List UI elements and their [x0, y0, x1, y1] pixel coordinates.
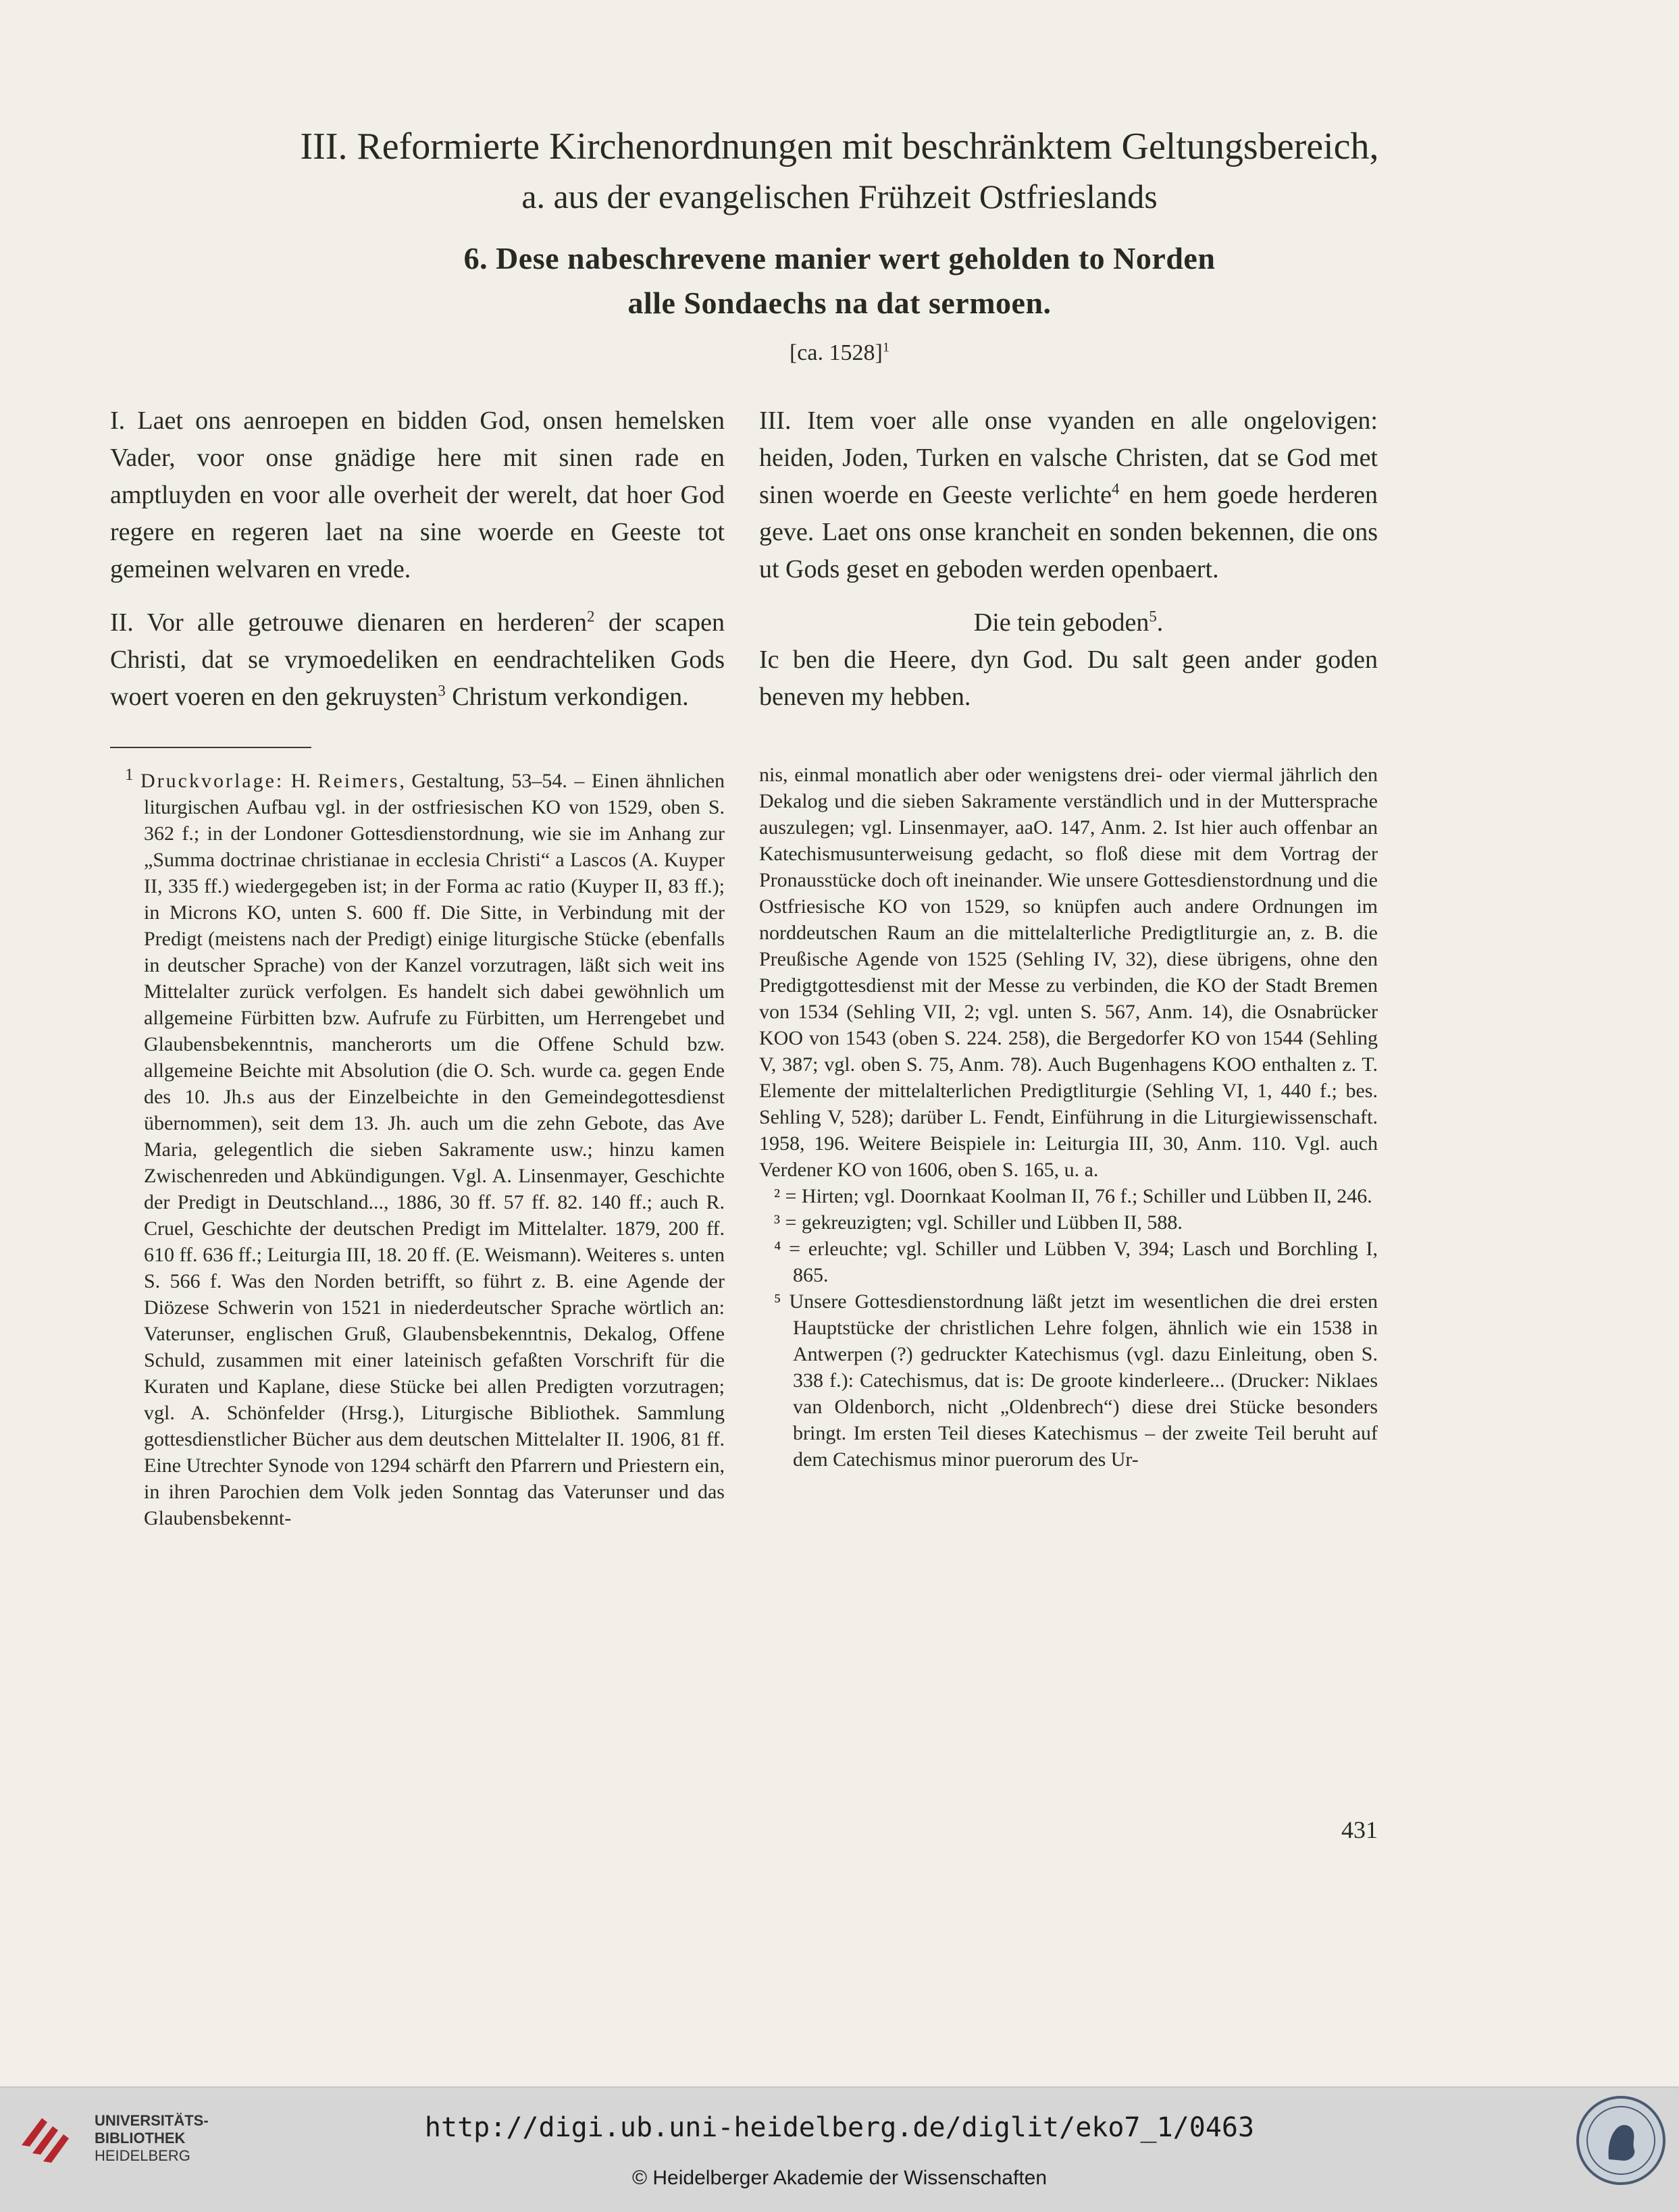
footnote-4: ⁴ = erleuchte; vgl. Schiller und Lübben V, 394; Lasch und Borchling I, 865. — [774, 1238, 1378, 1286]
paragraph-text: en hem goede herderen geve. Laet ons onse krancheit en sonden bekennen, die ons ut Gods geset en geboden werden openbaert. — [759, 481, 1378, 583]
body-column-right — [759, 402, 1378, 716]
footnote-ref: 5 — [1149, 608, 1157, 625]
library-name-line-1: UNIVERSITÄTS- — [95, 2112, 209, 2129]
footnote-1 — [110, 762, 725, 1531]
library-name-line-3: HEIDELBERG — [95, 2147, 190, 2164]
paragraph-first-commandment: Ic ben die Heere, dyn God. Du salt geen ander goden beneven my hebben. — [759, 646, 1378, 711]
subheading-text: Die tein geboden — [973, 608, 1150, 637]
author-name: Reimers — [317, 770, 400, 792]
footnote-divider — [110, 747, 311, 748]
paragraph-prayer-ministers — [110, 604, 725, 716]
commandments-subheading: Die tein geboden$^5$. — [973, 608, 1164, 637]
footnote-label: Druckvorlage: — [140, 770, 284, 792]
footnote-5: ⁵ Unsere Gottesdienstordnung läßt jetzt im wesentlichen die drei ersten Hauptstücke der christlichen Lehre folgen, ähnlich wie ein 1538 in Antwerpen (?) gedruckter Katechismus (vgl. dazu Einleitung, oben S. 338 f.): Catechismus, dat is: De groote kinderleere... (Drucker: Niklaes van Oldenborch, nicht „Oldenbrech“) diese drei Stücke besonders bringt. Im ersten Teil dieses Katechismus – der zweite Teil beruht auf dem Catechismus minor puerorum des Ur- — [774, 1290, 1378, 1471]
footnote-text: H. — [284, 770, 318, 792]
paragraph-text: der scapen Christi, dat se vrymoedeliken en eendrachteliken Gods woert voeren en den gekruysten — [110, 608, 725, 711]
paragraph-text: III. Item voer alle onse vyanden en alle ongelovigen: heiden, Joden, Turken en valsche Christen, dat se God met sinen woerde en Geeste verlichte — [759, 406, 1378, 509]
page-number: 431 — [1341, 1816, 1378, 1843]
footnote-ref: 2 — [587, 608, 595, 625]
footnotes-column-left — [110, 762, 725, 1531]
footnote-3: ³ = gekreuzigten; vgl. Schiller und Lübben II, 588. — [774, 1211, 1183, 1234]
document-title-line-2: alle Sondaechs na dat sermoen. — [627, 286, 1052, 320]
academy-seal-icon — [1574, 2093, 1668, 2188]
permalink-url[interactable]: http://digi.ub.uni-heidelberg.de/diglit/eko7_1/0463 — [424, 2112, 1255, 2143]
footnote-2: ² = Hirten; vgl. Doornkaat Koolman II, 76 f.; Schiller und Lübben II, 246. — [774, 1185, 1372, 1207]
paragraph-prayer-enemies — [759, 402, 1378, 588]
library-name-line-2: BIBLIOTHEK — [95, 2130, 186, 2147]
paragraph-text: II. Vor alle getrouwe dienaren en herderen — [110, 608, 588, 637]
footnote-1-continued: nis, einmal monatlich aber oder wenigstens drei- oder viermal jährlich den Dekalog und die sieben Sakramente verständlich und in der Muttersprache auszulegen; vgl. Linsenmayer, aaO. 147, Anm. 2. Ist hier auch offenbar an Katechismusunterweisung gedacht, so floß diese mit dem Vortrag der Pronausstücke doch oft ineinander. Wie unsere Gottesdienstordnung und die Ostfriesische KO von 1529, so knüpfen auch andere Ordnungen im norddeutschen Raum an die mittelalterliche Predigtliturgie an, z. B. die Preußische Agende von 1525 (Sehling IV, 32), diese übrigens, ohne den Predigtgottesdienst mit der Messe zu verbinden, die KO der Stadt Bremen von 1534 (Sehling VII, 2; vgl. unten S. 567, Anm. 14), die Osnabrücker KOO von 1543 (oben S. 224. 258), die Bergedorfer KO von 1544 (Sehling V, 387; vgl. oben S. 75, Anm. 78). Auch Bugenhagens KOO enthalten z. T. Elemente der mittelalterlichen Predigtliturgie (Sehling VI, 1, 440 f.; bes. Sehling V, 528); darüber L. Fendt, Einführung in die Liturgiewissenschaft. 1958, 196. Weitere Beispiele in: Leiturgia III, 30, Anm. 110. Vgl. auch Verdener KO von 1606, oben S. 165, u. a. — [759, 764, 1378, 1181]
footnote-ref: 3 — [438, 682, 446, 700]
footnote-ref: 1 — [882, 340, 890, 355]
document-title-line-1: 6. Dese nabeschrevene manier wert geholden to Norden — [463, 241, 1216, 275]
paragraph-text: Christum verkondigen. — [445, 683, 689, 711]
paragraph-prayer-authorities: I. Laet ons aenroepen en bidden God, onsen hemelsken Vader, voor onse gnädige here mit sinen rade en amptluyden en voor alle overheit der werelt, dat hoer God regere en regeren laet na sine woerde en Geeste tot gemeinen welvaren en vrede. — [110, 406, 725, 583]
date-text: [ca. 1528] — [789, 340, 883, 365]
section-heading: III. Reformierte Kirchenordnungen mit beschränktem Geltungsbereich, — [300, 126, 1379, 167]
footnote-number: 1 — [125, 766, 134, 784]
viewer-footer — [0, 2086, 1679, 2212]
footnotes-column-right — [759, 762, 1378, 1473]
subsection-heading: a. aus der evangelischen Frühzeit Ostfrieslands — [521, 178, 1158, 215]
copyright-notice: © Heidelberger Akademie der Wissenschaften — [631, 2167, 1048, 2189]
footnote-ref: 4 — [1111, 480, 1120, 498]
footnote-text: , Gestaltung, 53–54. – Einen ähnlichen liturgischen Aufbau vgl. in der ostfriesischen KO von 1529, oben S. 362 f.; in der Londoner Gottesdienstordnung, wie sie im Anhang zur „Summa doctrinae christianae in ecclesia Christi“ a Lascos (A. Kuyper II, 335 ff.) wiedergegeben ist; in der Forma ac ratio (Kuyper II, 83 ff.); in Microns KO, unten S. 600 ff. Die Sitte, in Verbindung mit der Predigt (meistens nach der Predigt) einige liturgische Stücke (ebenfalls in deutscher Sprache) von der Kanzel vorzutragen, läßt sich weit ins Mittelalter zurück verfolgen. Es handelt sich dabei gewöhnlich um allgemeine Fürbitten bzw. Aufrufe zu Fürbitten, um Herrengebet und Glaubensbekenntnis, mancherorts um die Offene Schuld bzw. allgemeine Beichte mit Absolution (die O. Sch. wurde ca. gegen Ende des 10. Jh.s aus der Einzelbeichte in den Gemeindegottesdienst übernommen), seit dem 13. Jh. auch um die zehn Gebote, das Ave Maria, gelegentlich die sieben Sakramente usw.; hinzu kamen Zwischenreden und Abkündigungen. Vgl. A. Linsenmayer, Geschichte der Predigt in Deutschland..., 1886, 30 ff. 57 ff. 82. 140 ff.; auch R. Cruel, Geschichte der deutschen Predigt im Mittelalter. 1879, 200 ff. 610 ff. 636 ff.; Leiturgia III, 18. 20 ff. (E. Weismann). Weiteres s. unten S. 566 f. Was den Norden betrifft, so führt z. B. eine Agende der Diözese Schwerin von 1521 in niederdeutscher Sprache wörtlich an: Vaterunser, englischen Gruß, Glaubensbekenntnis, Dekalog, Offene Schuld, zusammen mit einer lateinisch gefaßten Vorschrift für die Kuraten und Kaplane, diese Stücke bei allen Predigten vorzutragen; vgl. A. Schönfelder (Hrsg.), Liturgische Bibliothek. Sammlung gottesdienstlicher Bücher aus dem deutschen Mittelalter II. 1906, 81 ff. Eine Utrechter Synode von 1294 schärft den Pfarrern und Priestern ein, in ihren Parochien dem Volk jeden Sonntag das Vaterunser und das Glaubensbekennt- — [144, 770, 725, 1529]
body-column-left — [110, 402, 725, 716]
document-date — [81, 336, 1598, 370]
